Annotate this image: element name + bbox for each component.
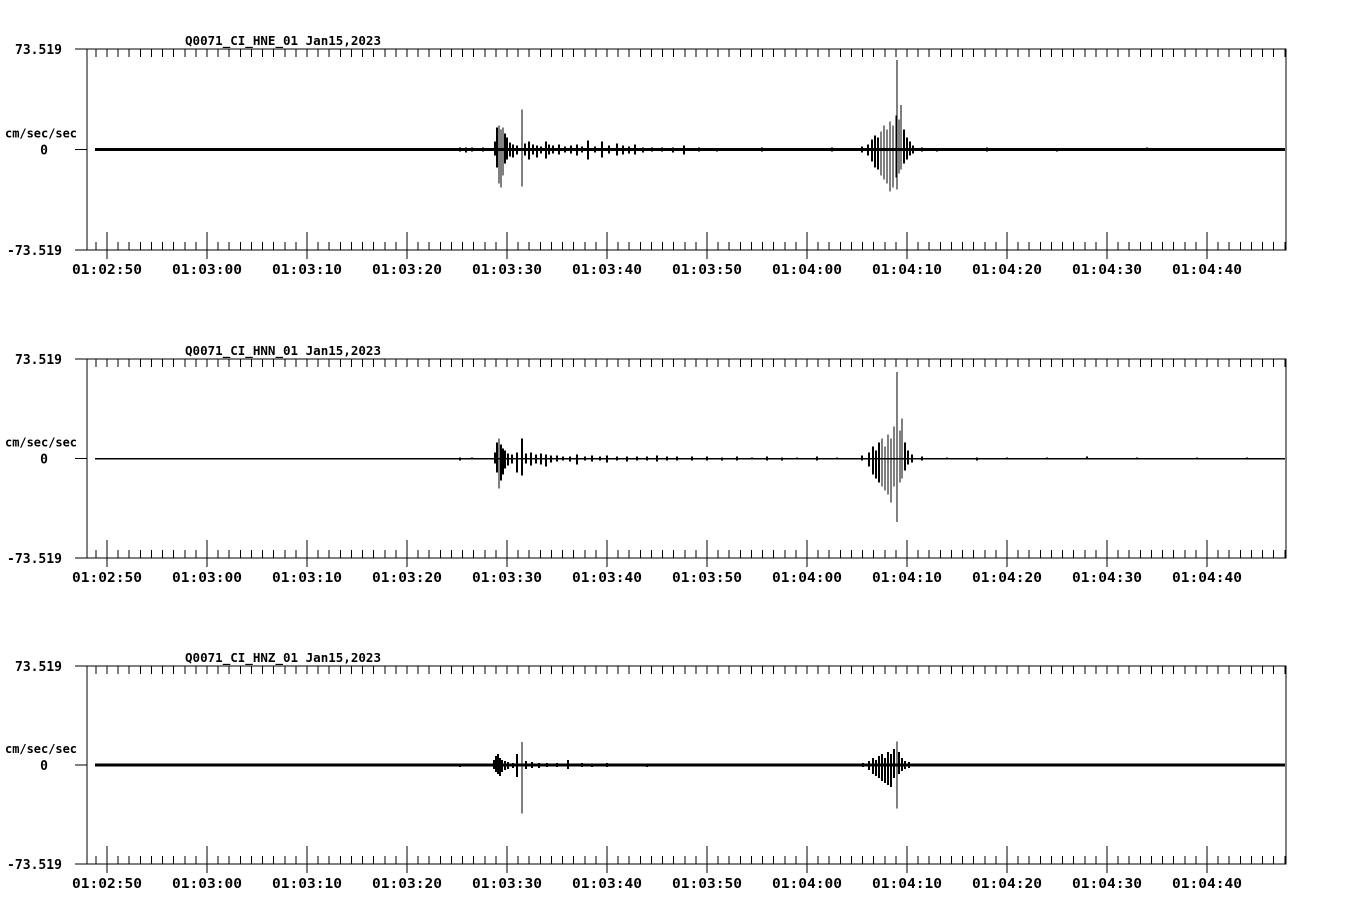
x-tick-label: 01:03:00 xyxy=(172,877,243,892)
x-tick-label: 01:03:30 xyxy=(472,263,543,278)
panel-title: Q0071_CI_HNE_01 Jan15,2023 xyxy=(185,34,373,48)
x-tick-label: 01:04:30 xyxy=(1072,263,1143,278)
y-max-label: 73.519 xyxy=(15,43,62,58)
x-tick-label: 01:03:10 xyxy=(272,877,343,892)
x-tick-label: 01:03:40 xyxy=(572,571,643,586)
y-unit-label: cm/sec/sec xyxy=(5,435,77,450)
y-min-label: -73.519 xyxy=(7,552,62,567)
trace-hnn xyxy=(95,372,1285,522)
x-tick-label: 01:03:20 xyxy=(372,877,443,892)
x-tick-label: 01:04:40 xyxy=(1172,571,1243,586)
x-tick-label: 01:03:30 xyxy=(472,877,543,892)
x-tick-label: 01:04:10 xyxy=(872,571,943,586)
axis-ticks xyxy=(96,359,1285,567)
y-min-label: -73.519 xyxy=(7,244,62,259)
x-tick-label: 01:03:50 xyxy=(672,571,743,586)
x-tick-label: 01:03:20 xyxy=(372,263,443,278)
x-tick-label: 01:02:50 xyxy=(72,877,143,892)
panel-hnn xyxy=(5,344,1286,586)
x-tick-label: 01:04:00 xyxy=(772,877,843,892)
y-unit-label: cm/sec/sec xyxy=(5,126,77,141)
x-tick-label: 01:04:00 xyxy=(772,263,843,278)
x-tick-label: 01:03:10 xyxy=(272,263,343,278)
axis-ticks xyxy=(96,49,1285,259)
x-tick-label: 01:02:50 xyxy=(72,571,143,586)
y-zero-label: 0 xyxy=(40,452,48,468)
x-tick-label: 01:03:40 xyxy=(572,263,643,278)
x-tick-label: 01:02:50 xyxy=(72,263,143,278)
x-tick-label: 01:03:10 xyxy=(272,571,343,586)
x-tick-label: 01:03:40 xyxy=(572,877,643,892)
x-tick-label: 01:04:20 xyxy=(972,877,1043,892)
y-zero-label: 0 xyxy=(40,759,48,774)
x-tick-label: 01:04:10 xyxy=(872,877,943,892)
x-tick-label: 01:04:40 xyxy=(1172,263,1243,278)
panel-title: Q0071_CI_HNN_01 Jan15,2023 xyxy=(185,344,373,358)
trace-hne xyxy=(95,60,1285,192)
y-unit-label: cm/sec/sec xyxy=(5,742,77,756)
x-tick-label: 01:04:30 xyxy=(1072,571,1143,586)
panel-title: Q0071_CI_HNZ_01 Jan15,2023 xyxy=(185,651,373,665)
x-tick-label: 01:03:20 xyxy=(372,571,443,586)
y-max-label: 73.519 xyxy=(15,660,62,675)
x-tick-label: 01:04:40 xyxy=(1172,877,1243,892)
x-tick-label: 01:03:50 xyxy=(672,263,743,278)
x-tick-label: 01:03:00 xyxy=(172,571,243,586)
panel-hnz xyxy=(5,651,1286,892)
x-tick-label: 01:04:00 xyxy=(772,571,843,586)
x-tick-label: 01:03:50 xyxy=(672,877,743,892)
trace-hnz xyxy=(95,741,1285,813)
x-tick-label: 01:04:10 xyxy=(872,263,943,278)
panel-hne xyxy=(5,34,1286,278)
x-tick-label: 01:03:00 xyxy=(172,263,243,278)
axis-ticks xyxy=(96,666,1285,873)
y-zero-label: 0 xyxy=(40,143,48,159)
x-tick-label: 01:04:20 xyxy=(972,571,1043,586)
y-min-label: -73.519 xyxy=(7,858,62,873)
y-max-label: 73.519 xyxy=(15,353,62,368)
x-tick-label: 01:04:30 xyxy=(1072,877,1143,892)
x-tick-label: 01:03:30 xyxy=(472,571,543,586)
x-tick-label: 01:04:20 xyxy=(972,263,1043,278)
